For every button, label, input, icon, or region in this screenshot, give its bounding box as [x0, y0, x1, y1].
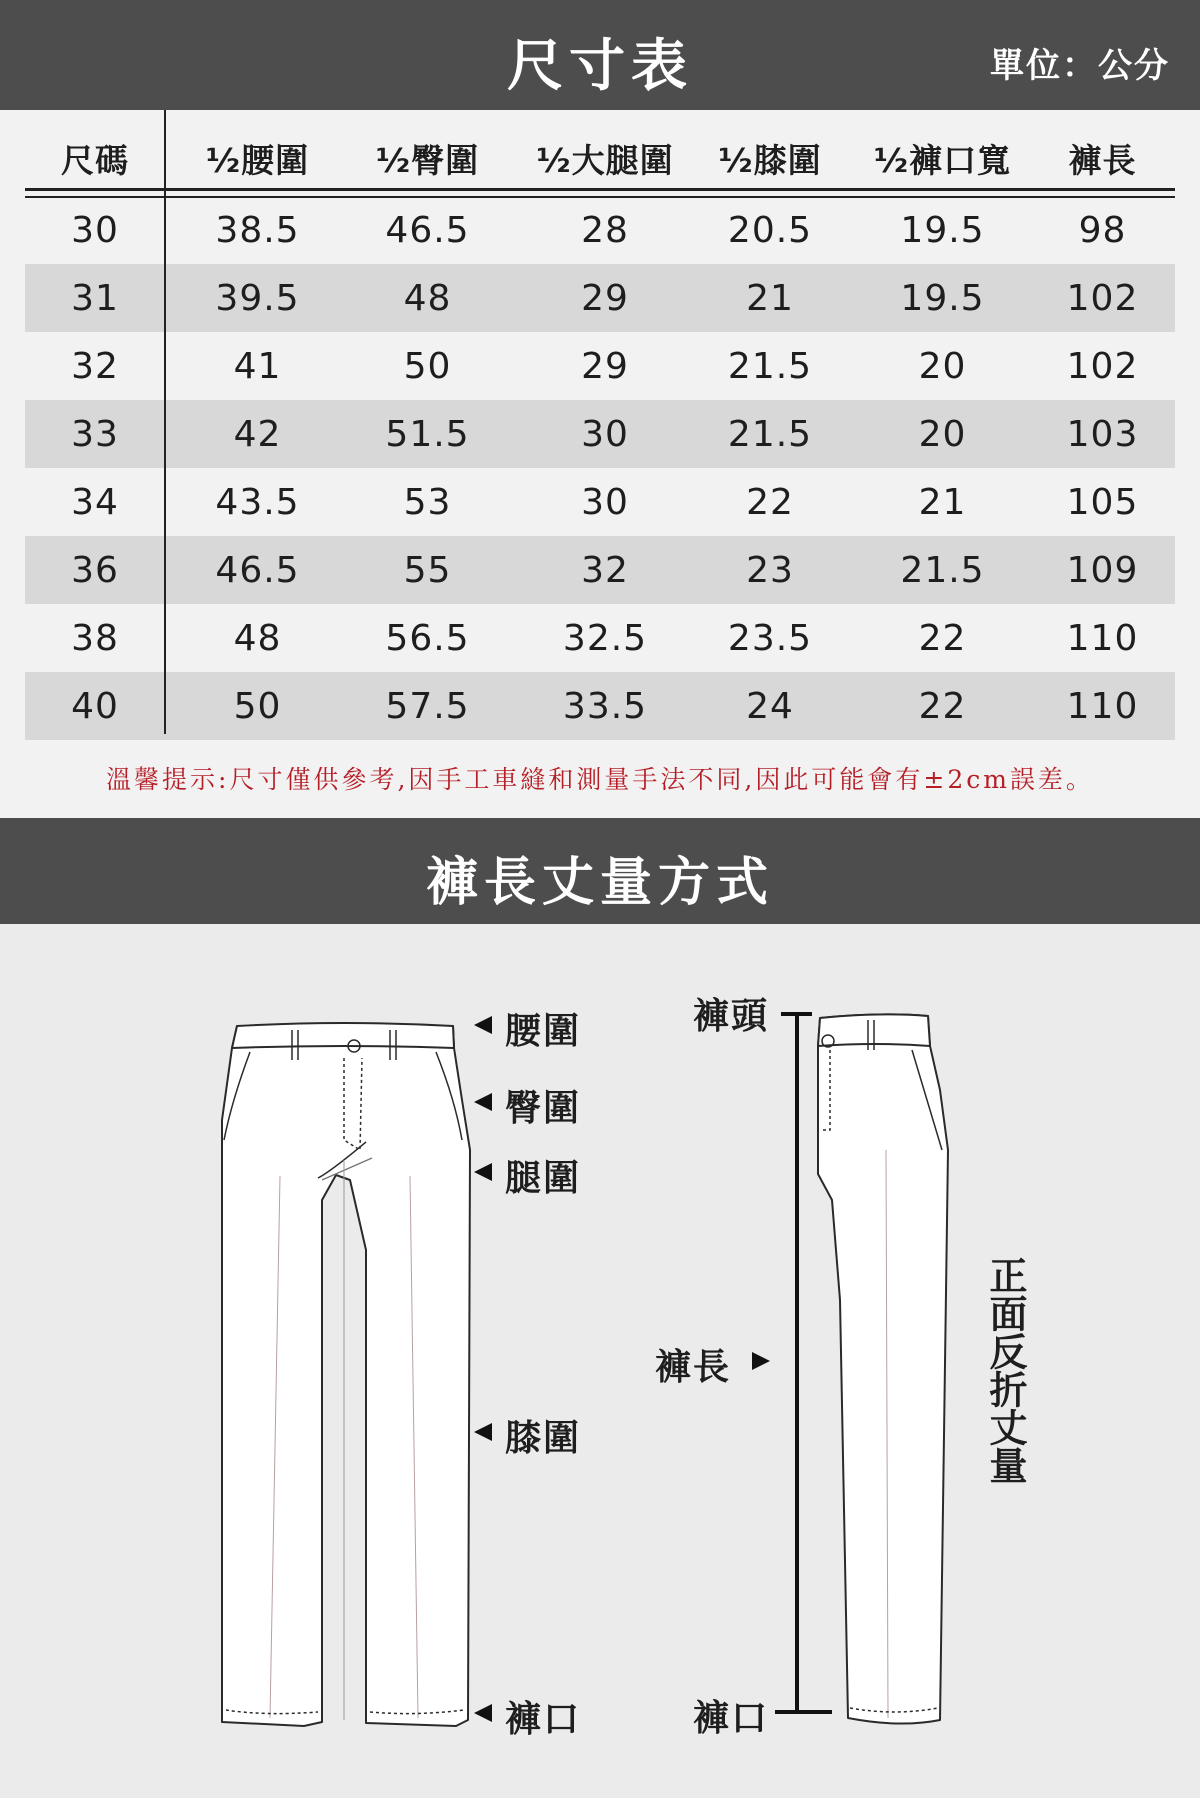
cell-knee: 20.5: [727, 209, 813, 251]
size-chart-title: 尺寸表: [507, 34, 693, 99]
col-header-length: 褲長: [1068, 140, 1137, 180]
cell-hem: 20: [918, 345, 967, 387]
arrow-left-icon: [474, 1163, 492, 1181]
cell-waist: 39.5: [215, 277, 300, 319]
cell-hip: 56.5: [385, 617, 470, 659]
cell-length: 103: [1066, 413, 1139, 455]
label-knee: 膝圍: [505, 1418, 582, 1459]
label-thigh: 腿圍: [505, 1158, 582, 1199]
cell-waist: 38.5: [215, 209, 300, 251]
cell-hem: 20: [918, 413, 967, 455]
cell-size: 40: [71, 685, 119, 727]
col-header-waist: ½腰圍: [205, 140, 310, 180]
cell-hip: 48: [403, 277, 452, 319]
cell-thigh: 30: [581, 481, 629, 523]
cell-thigh: 32.5: [562, 617, 648, 659]
cell-waist: 42: [233, 413, 282, 455]
measure-title: 褲長丈量方式: [425, 853, 774, 913]
cell-hip: 50: [403, 345, 452, 387]
cell-waist: 48: [233, 617, 282, 659]
cell-waist: 50: [233, 685, 282, 727]
cell-length: 102: [1066, 277, 1139, 319]
cell-thigh: 28: [581, 209, 629, 251]
cell-thigh: 29: [581, 345, 629, 387]
col-header-thigh: ½大腿圍: [536, 140, 674, 180]
cell-size: 30: [71, 209, 119, 251]
side-pants-outline: [818, 1014, 948, 1723]
cell-hip: 53: [403, 481, 452, 523]
label-waistband-top: 褲頭: [693, 996, 770, 1037]
cell-length: 102: [1066, 345, 1139, 387]
cell-hip: 55: [403, 549, 452, 591]
cell-hem: 21: [918, 481, 967, 523]
arrow-left-icon: [474, 1704, 492, 1722]
cell-waist: 43.5: [215, 481, 300, 523]
cell-size: 32: [71, 345, 119, 387]
label-length: 褲長: [655, 1347, 732, 1388]
cell-hip: 57.5: [385, 685, 470, 727]
label-side-hem: 褲口: [693, 1698, 770, 1739]
cell-knee: 23.5: [727, 617, 813, 659]
cell-thigh: 30: [581, 413, 629, 455]
cell-size: 33: [71, 413, 119, 455]
arrow-left-icon: [474, 1093, 492, 1111]
cell-waist: 46.5: [215, 549, 300, 591]
arrow-left-icon: [474, 1016, 492, 1034]
cell-thigh: 29: [581, 277, 629, 319]
cell-length: 98: [1078, 209, 1127, 251]
cell-hem: 19.5: [900, 209, 985, 251]
cell-size: 36: [71, 549, 119, 591]
arrow-left-icon: [474, 1423, 492, 1441]
cell-waist: 41: [233, 345, 282, 387]
col-header-hip: ½臀圍: [375, 140, 480, 180]
cell-hem: 22: [918, 685, 967, 727]
cell-knee: 22: [746, 481, 794, 523]
col-header-knee: ½膝圍: [718, 140, 822, 180]
label-hem: 褲口: [505, 1699, 582, 1740]
front-waistband: [232, 1023, 454, 1048]
cell-length: 109: [1066, 549, 1139, 591]
cell-size: 34: [71, 481, 119, 523]
label-waist: 腰圍: [505, 1011, 582, 1052]
cell-hem: 19.5: [900, 277, 985, 319]
col-header-hem: ½褲口寬: [873, 140, 1012, 180]
cell-thigh: 33.5: [562, 685, 648, 727]
cell-knee: 21: [746, 277, 794, 319]
cell-knee: 21.5: [727, 413, 813, 455]
cell-length: 110: [1066, 685, 1139, 727]
cell-hip: 46.5: [385, 209, 470, 251]
arrow-right-icon: [752, 1352, 770, 1370]
cell-hem: 21.5: [900, 549, 985, 591]
cell-knee: 21.5: [727, 345, 813, 387]
col-header-size: 尺碼: [61, 140, 129, 180]
cell-hip: 51.5: [385, 413, 470, 455]
cell-knee: 24: [746, 685, 794, 727]
cell-length: 105: [1066, 481, 1139, 523]
cell-hem: 22: [918, 617, 967, 659]
cell-size: 31: [71, 277, 119, 319]
unit-label: 單位：公分: [990, 46, 1170, 86]
front-pants-outline: [222, 1026, 470, 1726]
vertical-measure-note: 正面反折丈量: [983, 1256, 1027, 1484]
label-hip: 臀圍: [505, 1088, 582, 1129]
cell-size: 38: [71, 617, 119, 659]
cell-thigh: 32: [581, 549, 629, 591]
size-notice: 溫馨提示:尺寸僅供參考,因手工車縫和測量手法不同,因此可能會有±2cm誤差。: [106, 765, 1094, 794]
cell-knee: 23: [746, 549, 794, 591]
cell-length: 110: [1066, 617, 1139, 659]
